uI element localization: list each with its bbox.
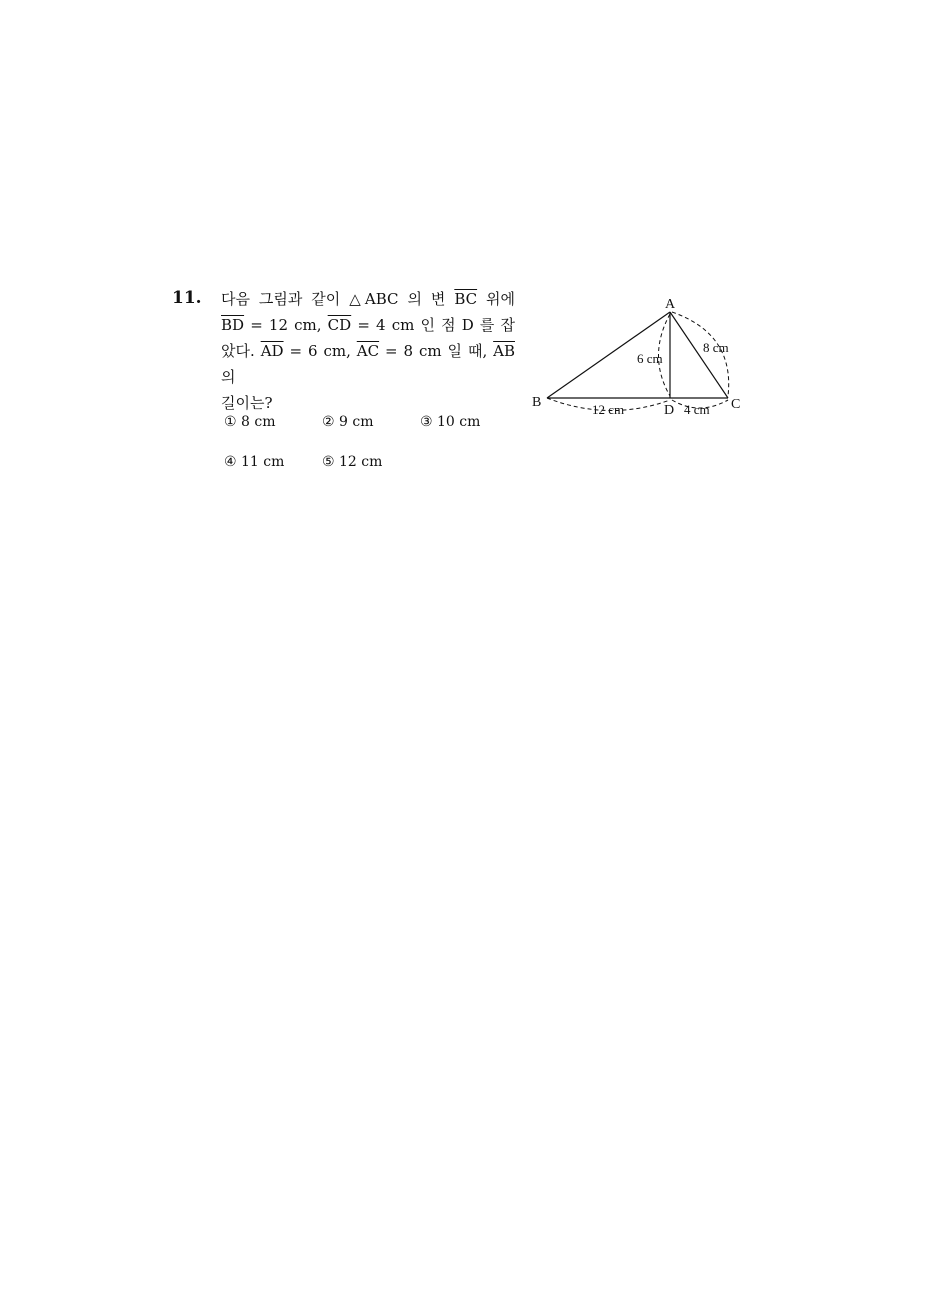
label-b: B [532,395,542,410]
choice-2[interactable]: ② 9 cm [322,414,374,430]
question-stem [221,286,515,416]
stem-line-1: 다음 그림과 같이 △ABC 의 변 $\overline{BC}$ 위에 [221,290,516,308]
label-ac-length: 8 cm [703,340,729,355]
choice-1[interactable]: ① 8 cm [224,414,276,430]
segment-bc: $\overline{BC}$ [454,290,478,308]
stem-line-4: 길이는? [221,394,273,412]
label-dc-length: 4 cm [684,402,710,417]
label-d: D [664,403,675,418]
segment-cd: $\overline{CD}$ [327,316,352,334]
segment-ad: $\overline{AD}$ [260,342,284,360]
question-number: 11. [172,288,202,308]
label-c: C [731,397,741,412]
stem-line-3: 았다. $\overline{AD} = 6$ cm, $\overline{AC} = 8$ cm 일 때, $\overline{AB}$ 의 [221,342,515,386]
segment-ab: $\overline{AB}$ [493,342,515,360]
segment-ac: $\overline{AC}$ [356,342,380,360]
choice-3[interactable]: ③ 10 cm [420,414,481,430]
stem-line-2: $\overline{BD} = 12$ cm, $\overline{CD} = 4$ cm 인 점 D 를 잡 [221,316,516,334]
label-a: A [665,297,676,312]
choice-4[interactable]: ④ 11 cm [224,454,285,470]
choice-5[interactable]: ⑤ 12 cm [322,454,383,470]
triangle-figure [525,290,755,434]
label-ad-length: 6 cm [637,351,663,366]
triangle-diagram [525,290,755,430]
label-bd-length: 12 cm [592,402,625,417]
segment-bd: $\overline{BD}$ [221,316,245,334]
